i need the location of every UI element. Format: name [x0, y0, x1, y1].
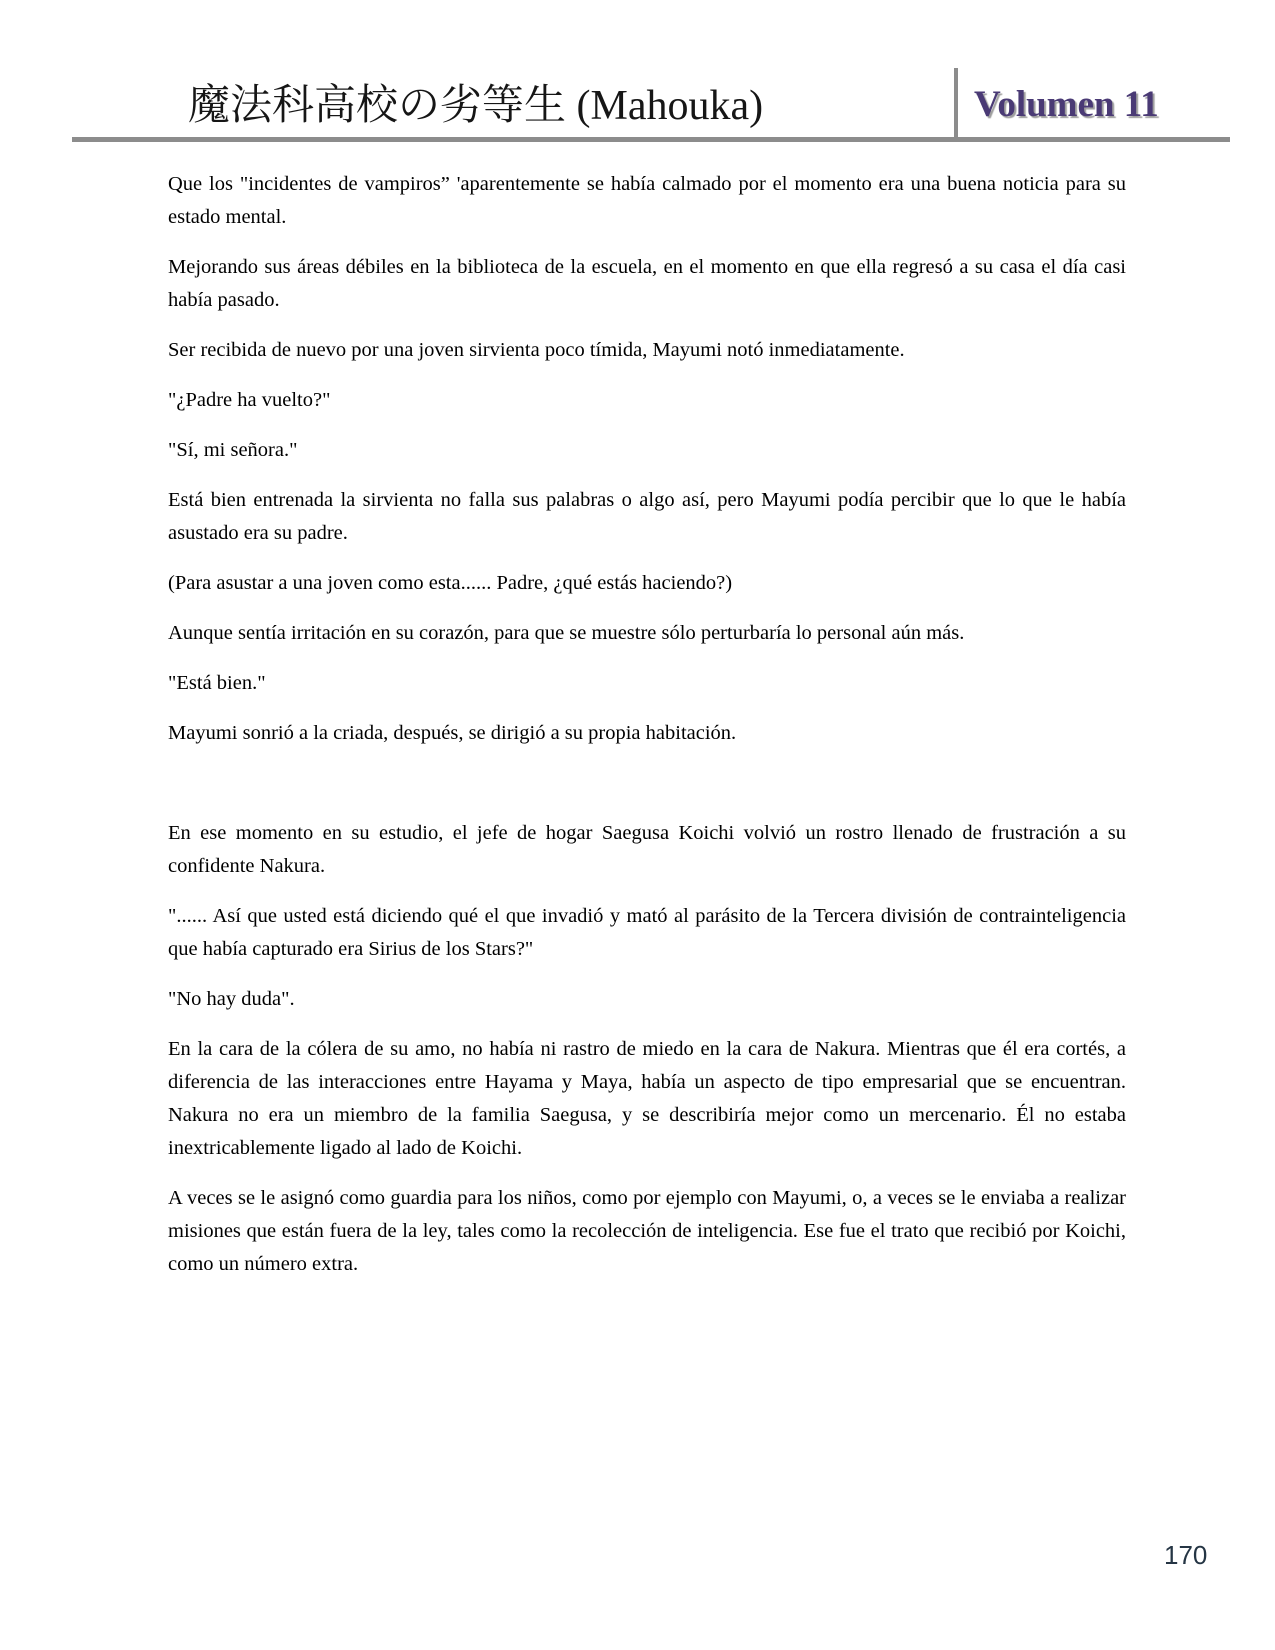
- page-number: 170: [1164, 1540, 1208, 1570]
- paragraph: Ser recibida de nuevo por una joven sirvienta poco tímida, Mayumi notó inmediatamente.: [168, 339, 905, 361]
- paragraph: En ese momento en su estudio, el jefe de hogar Saegusa Koichi volvió un rostro llenado de frustración a su confidente Nakura.: [168, 822, 1126, 877]
- paragraph: Mayumi sonrió a la criada, después, se dirigió a su propia habitación.: [168, 722, 737, 744]
- paragraph: "Sí, mi señora.": [168, 439, 298, 461]
- book-title: 魔法科高校の劣等生 (Mahouka): [188, 82, 764, 129]
- scene-break: [168, 767, 1126, 817]
- volume-box: [954, 68, 1230, 137]
- paragraph: "Está bien.": [168, 672, 266, 694]
- header-title-area: [72, 68, 954, 137]
- paragraph: (Para asustar a una joven como esta...... Padre, ¿qué estás haciendo?): [168, 572, 733, 594]
- paragraph: "No hay duda".: [168, 988, 295, 1010]
- page-body: [168, 168, 1126, 1298]
- paragraph: En la cara de la cólera de su amo, no había ni rastro de miedo en la cara de Nakura. Mientras que él era cortés, a diferencia de las interacciones entre Hayama y Maya, había un aspecto de tipo empresarial que se encuentran. Nakura no era un miembro de la familia Saegusa, y se describiría mejor como un mercenario. Él no estaba inextricablemente ligado al lado de Koichi.: [168, 1038, 1126, 1159]
- page-header: [72, 68, 1230, 142]
- paragraph: Aunque sentía irritación en su corazón, para que se muestre sólo perturbaría lo personal aún más.: [168, 622, 965, 644]
- paragraph: "¿Padre ha vuelto?": [168, 389, 331, 411]
- volume-label: Volumen 11: [974, 84, 1159, 125]
- paragraph: Está bien entrenada la sirvienta no falla sus palabras o algo así, pero Mayumi podía percibir que lo que le había asustado era su padre.: [168, 489, 1126, 544]
- paragraph: Que los "incidentes de vampiros” 'aparentemente se había calmado por el momento era una buena noticia para su estado mental.: [168, 173, 1126, 228]
- paragraph: Mejorando sus áreas débiles en la biblioteca de la escuela, en el momento en que ella regresó a su casa el día casi había pasado.: [168, 256, 1126, 311]
- paragraph: "...... Así que usted está diciendo qué el que invadió y mató al parásito de la Tercera división de contrainteligencia que había capturado era Sirius de los Stars?": [168, 905, 1126, 960]
- paragraph: A veces se le asignó como guardia para los niños, como por ejemplo con Mayumi, o, a veces se le enviaba a realizar misiones que están fuera de la ley, tales como la recolección de inteligencia. Ese fue el trato que recibió por Koichi, como un número extra.: [168, 1187, 1126, 1275]
